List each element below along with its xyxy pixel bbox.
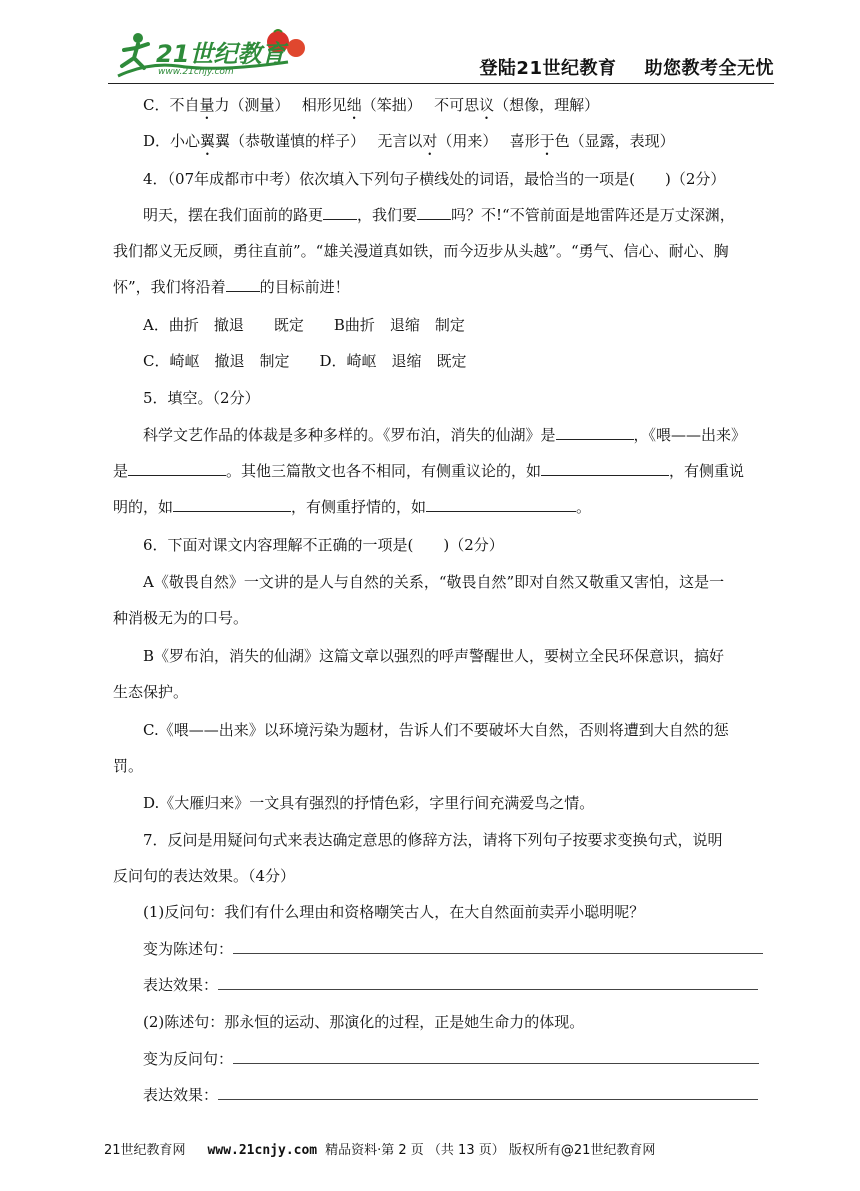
answer-blank[interactable]	[541, 461, 669, 476]
q6-option-a-line-1: A《敬畏自然》一文讲的是人与自然的关系，“敬畏自然”即对自然又敬重又害怕，这是一	[143, 573, 725, 591]
answer-blank[interactable]	[226, 277, 260, 292]
question-5: 5．填空。（2分）	[143, 389, 260, 407]
slogan-left: 登陆21世纪教育	[479, 58, 617, 79]
q7-s2-effect-row: 表达效果：	[143, 1084, 758, 1105]
q6-option-b-line-1: B《罗布泊，消失的仙湖》这篇文章以强烈的呼声警醒世人，要树立全民环保意识，搞好	[143, 647, 725, 665]
q6-option-b-line-2: 生态保护。	[113, 683, 189, 701]
answer-line[interactable]	[233, 1049, 759, 1064]
question-4: 4．（07年成都市中考）依次填入下列句子横线处的词语，最恰当的一项是( )（2分）	[143, 170, 726, 188]
q5-line-3: 明的，如 ，有侧重抒情的，如 。	[113, 498, 592, 516]
q6-option-c-line-2: 罚。	[113, 757, 144, 775]
q7-sentence-1: (1)反问句：我们有什么理由和资格嘲笑古人，在大自然面前卖弄小聪明呢？	[143, 903, 645, 921]
q7-s2-change-row: 变为反问句：	[143, 1048, 759, 1069]
option-c-line: C．不自量力（测量） 相形见绌（笨拙） 不可思议（想像，理解）	[143, 96, 600, 114]
svg-text:21世纪教育: 21世纪教育	[156, 40, 286, 68]
footer-url[interactable]: www.21cnjy.com	[207, 1143, 318, 1158]
q5-line-1: 科学文艺作品的体裁是多种多样的。《罗布泊，消失的仙湖》是 ，《喂——出来》	[143, 426, 747, 444]
svg-text:www.21cnjy.com: www.21cnjy.com	[158, 67, 234, 77]
q4-options-cd: C．崎岖 撤退 制定 D．崎岖 退缩 既定	[143, 352, 467, 370]
answer-blank[interactable]	[417, 205, 451, 220]
q7-s1-effect-row: 表达效果：	[143, 974, 758, 995]
header-rule	[108, 83, 774, 84]
q4-options-ab: A．曲折 撤退 既定 B曲折 退缩 制定	[143, 316, 465, 334]
answer-blank[interactable]	[128, 461, 226, 476]
q7-s1-change-row: 变为陈述句：	[143, 938, 763, 959]
answer-line[interactable]	[218, 1085, 758, 1100]
answer-line[interactable]	[233, 939, 763, 954]
q6-option-d: D.《大雁归来》一文具有强烈的抒情色彩，字里行间充满爱鸟之情。	[143, 794, 595, 812]
option-d-line: D．小心翼翼（恭敬谨慎的样子） 无言以对（用来） 喜形于色（显露，表现）	[143, 132, 675, 150]
answer-blank[interactable]	[323, 205, 357, 220]
page-header	[0, 0, 860, 86]
page-footer	[104, 1139, 655, 1158]
q6-option-c-line-1: C.《喂——出来》以环境污染为题材，告诉人们不要破坏大自然，否则将遭到大自然的惩	[143, 721, 729, 739]
question-7-line-2: 反问句的表达效果。（4分）	[113, 867, 296, 885]
slogan-right: 助您教考全无忧	[644, 58, 774, 79]
site-logo	[108, 28, 308, 82]
q4-passage-line-2: 我们都义无反顾，勇往直前”。“雄关漫道真如铁，而今迈步从头越”。“勇气、信心、耐心、胸	[113, 242, 729, 260]
answer-blank[interactable]	[173, 497, 291, 512]
q4-passage-line-3: 怀”，我们将沿着 的目标前进！	[113, 278, 350, 296]
footer-info: 精品资料·第 2 页 （共 13 页） 版权所有@21世纪教育网	[325, 1143, 656, 1158]
header-slogan	[451, 54, 774, 80]
answer-blank[interactable]	[556, 425, 634, 440]
footer-site: 21世纪教育网	[104, 1143, 186, 1158]
q7-sentence-2: (2)陈述句：那永恒的运动、那演化的过程，正是她生命力的体现。	[143, 1013, 585, 1031]
answer-blank[interactable]	[426, 497, 576, 512]
q6-option-a-line-2: 种消极无为的口号。	[113, 609, 249, 627]
q5-line-2: 是 。其他三篇散文也各不相同，有侧重议论的，如 ，有侧重说	[113, 462, 745, 480]
answer-line[interactable]	[218, 975, 758, 990]
q4-passage-line-1: 明天，摆在我们面前的路更 ，我们要 吗？不!“不管前面是地雷阵还是万丈深渊，	[143, 206, 735, 224]
question-7-line-1: 7．反问是用疑问句式来表达确定意思的修辞方法，请将下列句子按要求变换句式，说明	[143, 831, 723, 849]
question-6: 6．下面对课文内容理解不正确的一项是( )（2分）	[143, 536, 504, 554]
